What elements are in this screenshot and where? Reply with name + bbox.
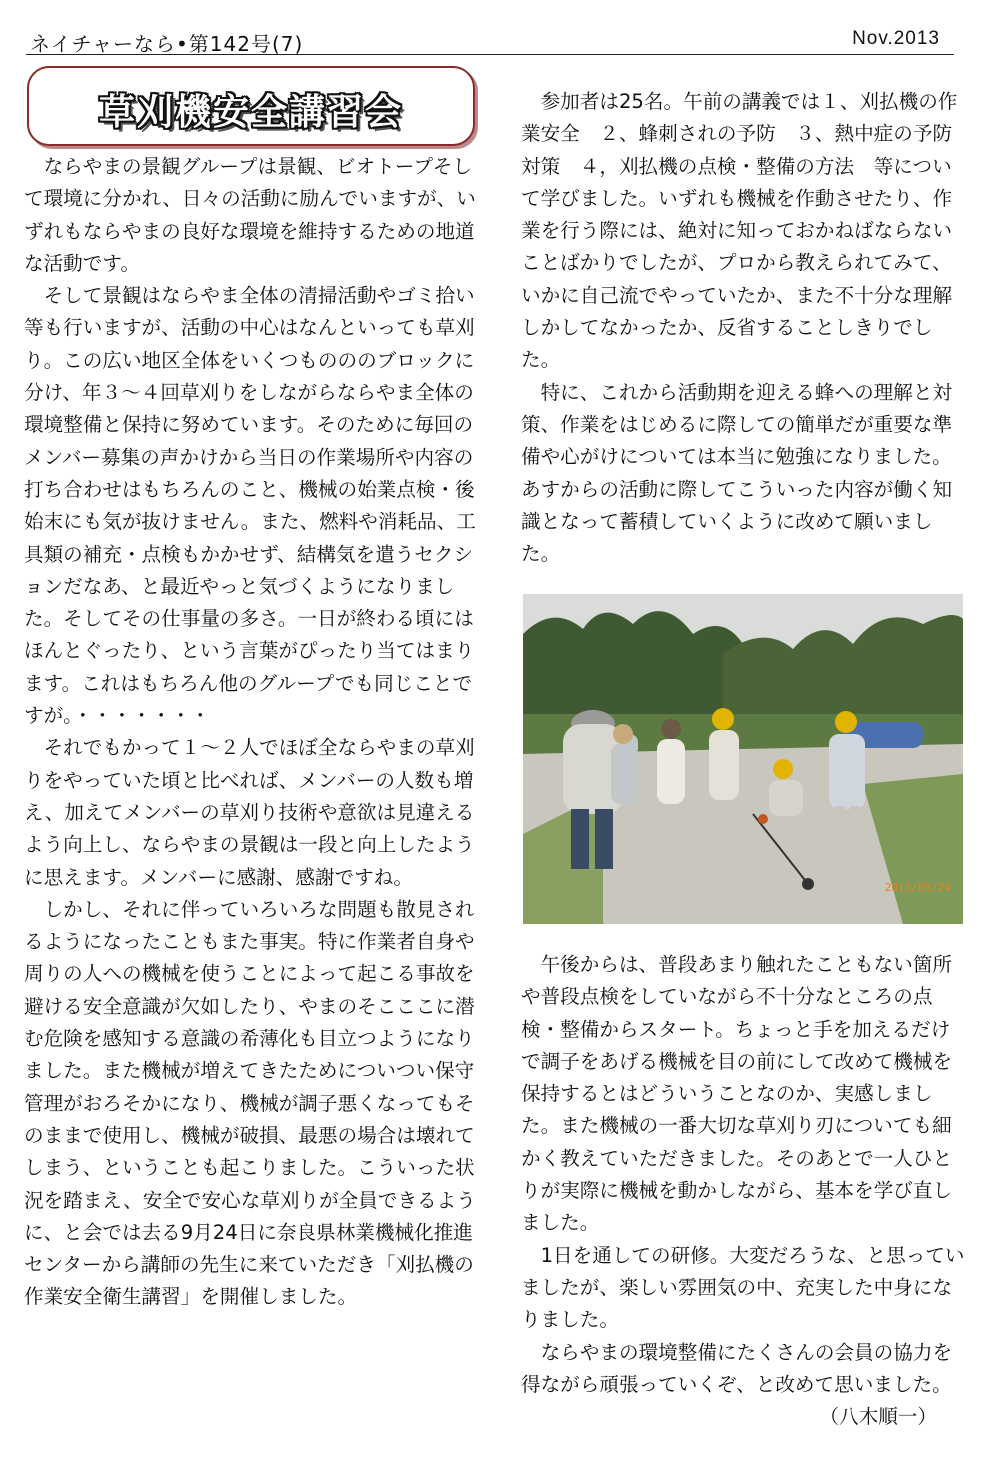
- paragraph: 参加者は25名。午前の講義では１、刈払機の作業安全 ２、蜂刺されの予防 ３、熱中症の予防対策 ４，刈払機の点検・整備の方法 等について学びました。いずれも機械を作動させたり、作業を行う際には、絶対に知っておかねばならないことばかりでしたが、プロから教えられてみて、いかに自己流でやっていたか、また不十分な理解しかしてなかったか、反省することしきりでした。: [521, 90, 958, 372]
- paragraph: 1日を通しての研修。大変だろうな、と思っていましたが、楽しい雰囲気の中、充実した中身になりました。: [521, 1243, 965, 1332]
- issue-label: ネイチャーなら•第142号(7): [30, 32, 304, 56]
- paragraph: そして景観はならやま全体の清掃活動やゴミ拾い等も行いますが、活動の中心はなんといっても草刈り。この広い地区全体をいくつものののブロックに分け、年３～４回草刈りをしながらならやま全体の環境整備と保持に努めています。そのために毎回のメンバー募集の声かけから当日の作業場所や内容の打ち合わせはもちろんのこと、機械の始業点検・後始末にも気が抜けません。また、燃料や消耗品、工具類の補充・点検もかかせず、結構気を遣うセクションだなあ、と最近やっと気づくようになりました。そしてその仕事量の多さ。一日が終わる頃にはほんとぐったり、という言葉がぴったり当てはまります。これはもちろん他のグループでも同じことですが。・・・・・・・: [24, 284, 476, 728]
- header-divider: [26, 54, 954, 55]
- author-signature: （八木順一）: [819, 1405, 937, 1429]
- right-column-bottom: [521, 949, 967, 1433]
- workshop-photo: [523, 594, 963, 924]
- issue-date: Nov.2013: [852, 28, 940, 49]
- paragraph: それでもかって１～２人でほぼ全ならやまの草刈りをやっていた頃と比べれば、メンバーの人数も増え、加えてメンバーの草刈り技術や意欲は見違えるよう向上し、ならやまの景観は一段と向上したように思えます。メンバーに感謝、感謝ですね。: [24, 736, 475, 889]
- paragraph: ならやまの景観グループは景観、ビオトープそして環境に分かれ、日々の活動に励んでいますが、いずれもならやまの良好な環境を維持するための地道な活動です。: [24, 155, 476, 275]
- right-column-top: [521, 86, 967, 570]
- paragraph: 午後からは、普段あまり触れたこともない箇所や普段点検をしていながら不十分なところの点検・整備からスタート。ちょっと手を加えるだけで調子をあげる機械を目の前にして改めて機械を保持するとはどういうことなのか、実感しました。また機械の一番大切な草刈り刃についても細かく教えていただきました。そのあとで一人ひとりが実際に機械を動かしながら、基本を学び直しました。: [521, 953, 953, 1235]
- paragraph: 特に、これから活動期を迎える蜂への理解と対策、作業をはじめるに際しての簡単だが重要な準備や心がけについては本当に勉強になりました。あすからの活動に際してこういった内容が働く知識となって蓄積していくように改めて願いました。: [521, 380, 953, 566]
- article-title: 草刈機安全講習会: [98, 92, 403, 133]
- paragraph: ならやまの環境整備にたくさんの会員の協力を得ながら頑張っていくぞ、と改めて思いました。: [521, 1340, 953, 1396]
- photo-illustration: [523, 594, 963, 924]
- left-column: [24, 151, 488, 1314]
- title-banner: [27, 66, 475, 146]
- photo-date-stamp: 2013/09/24: [884, 881, 951, 894]
- paragraph: しかし、それに伴っていろいろな問題も散見されるようになったこともまた事実。特に作業者自身や周りの人への機械を使うことによって起こる事故を避ける安全意識が欠如したり、やまのそこここに潜む危険を感知する意識の希薄化も目立つようになりました。また機械が増えてきたためについつい保守管理がおろそかになり、機械が調子悪くなってもそのままで使用し、機械が破損、最悪の場合は壊れてしまう、ということも起こりました。こういった状況を踏まえ、安全で安心な草刈りが全員できるように、と会では去る9月24日に奈良県林業機械化推進センターから講師の先生に来ていただき「刈払機の作業安全衛生講習」を開催しました。: [24, 897, 476, 1309]
